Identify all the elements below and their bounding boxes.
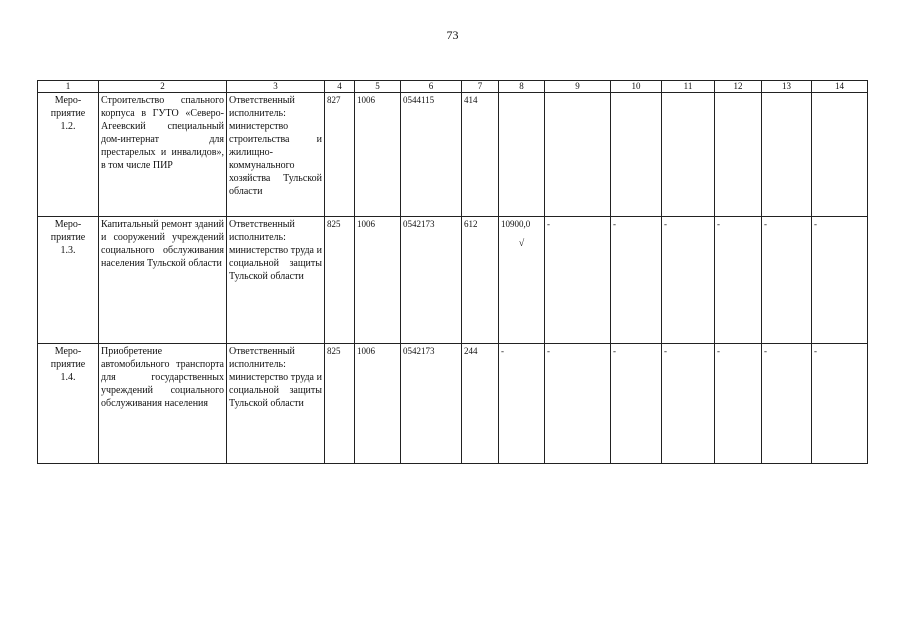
measure-executor: Ответственный исполнитель: министерство труда и социальной защиты Тульской области <box>227 217 325 344</box>
column-header-1: 1 <box>38 81 99 93</box>
cell-col12: - <box>715 344 762 464</box>
cell-col8-value: 10900,0 <box>501 219 531 229</box>
cell-col6: 0544115 <box>401 93 462 217</box>
cell-col7: 414 <box>462 93 499 217</box>
column-header-4: 4 <box>325 81 355 93</box>
cell-col11: - <box>662 217 715 344</box>
cell-col14 <box>812 93 868 217</box>
cell-col6: 0542173 <box>401 344 462 464</box>
column-header-6: 6 <box>401 81 462 93</box>
cell-col14: - <box>812 344 868 464</box>
cell-col8: - <box>499 344 545 464</box>
page-number: 73 <box>446 28 459 42</box>
cell-col12: - <box>715 217 762 344</box>
cell-col4: 825 <box>325 217 355 344</box>
measure-executor: Ответственный исполнитель: министерство труда и социальной защиты Тульской области <box>227 344 325 464</box>
cell-col4: 827 <box>325 93 355 217</box>
header-row <box>38 81 868 93</box>
column-header-5: 5 <box>355 81 401 93</box>
column-header-10: 10 <box>611 81 662 93</box>
cell-col10 <box>611 93 662 217</box>
measure-description: Строительство спального корпуса в ГУТО «Северо-Агеевский специальный дом-интернат для престарелых и инвалидов», в том числе ПИР <box>99 93 227 217</box>
cell-col4: 825 <box>325 344 355 464</box>
measure-description: Приобретение автомобильного транспорта для государственных учреждений социального обслуживания населения <box>99 344 227 464</box>
cell-col7: 244 <box>462 344 499 464</box>
cell-col5: 1006 <box>355 344 401 464</box>
column-header-12: 12 <box>715 81 762 93</box>
table-row <box>38 344 868 464</box>
cell-col9: - <box>545 217 611 344</box>
cell-col14: - <box>812 217 868 344</box>
column-header-9: 9 <box>545 81 611 93</box>
cell-col11: - <box>662 344 715 464</box>
cell-col7: 612 <box>462 217 499 344</box>
cell-col10: - <box>611 344 662 464</box>
cell-col5: 1006 <box>355 217 401 344</box>
column-header-3: 3 <box>227 81 325 93</box>
column-header-11: 11 <box>662 81 715 93</box>
cell-col13: - <box>762 344 812 464</box>
column-header-8: 8 <box>499 81 545 93</box>
cell-col11 <box>662 93 715 217</box>
column-header-7: 7 <box>462 81 499 93</box>
check-mark: √ <box>518 238 525 249</box>
measures-table <box>37 80 868 464</box>
column-header-14: 14 <box>812 81 868 93</box>
cell-col13 <box>762 93 812 217</box>
cell-col6: 0542173 <box>401 217 462 344</box>
cell-col12 <box>715 93 762 217</box>
measure-description: Капитальный ремонт зданий и сооружений учреждений социального обслуживания населения Тульской области <box>99 217 227 344</box>
column-header-13: 13 <box>762 81 812 93</box>
cell-col13: - <box>762 217 812 344</box>
cell-col8 <box>499 93 545 217</box>
table-row <box>38 217 868 344</box>
measure-executor: Ответственный исполнитель: министерство строительства и жилищно-коммунального хозяйства Тульской области <box>227 93 325 217</box>
cell-col9: - <box>545 344 611 464</box>
table-row <box>38 93 868 217</box>
cell-col9 <box>545 93 611 217</box>
measure-label: Меро- приятие 1.4. <box>38 344 99 464</box>
cell-col10: - <box>611 217 662 344</box>
measure-label: Меро- приятие 1.2. <box>38 93 99 217</box>
column-header-2: 2 <box>99 81 227 93</box>
cell-col5: 1006 <box>355 93 401 217</box>
measure-label: Меро- приятие 1.3. <box>38 217 99 344</box>
cell-col8 <box>499 217 545 344</box>
